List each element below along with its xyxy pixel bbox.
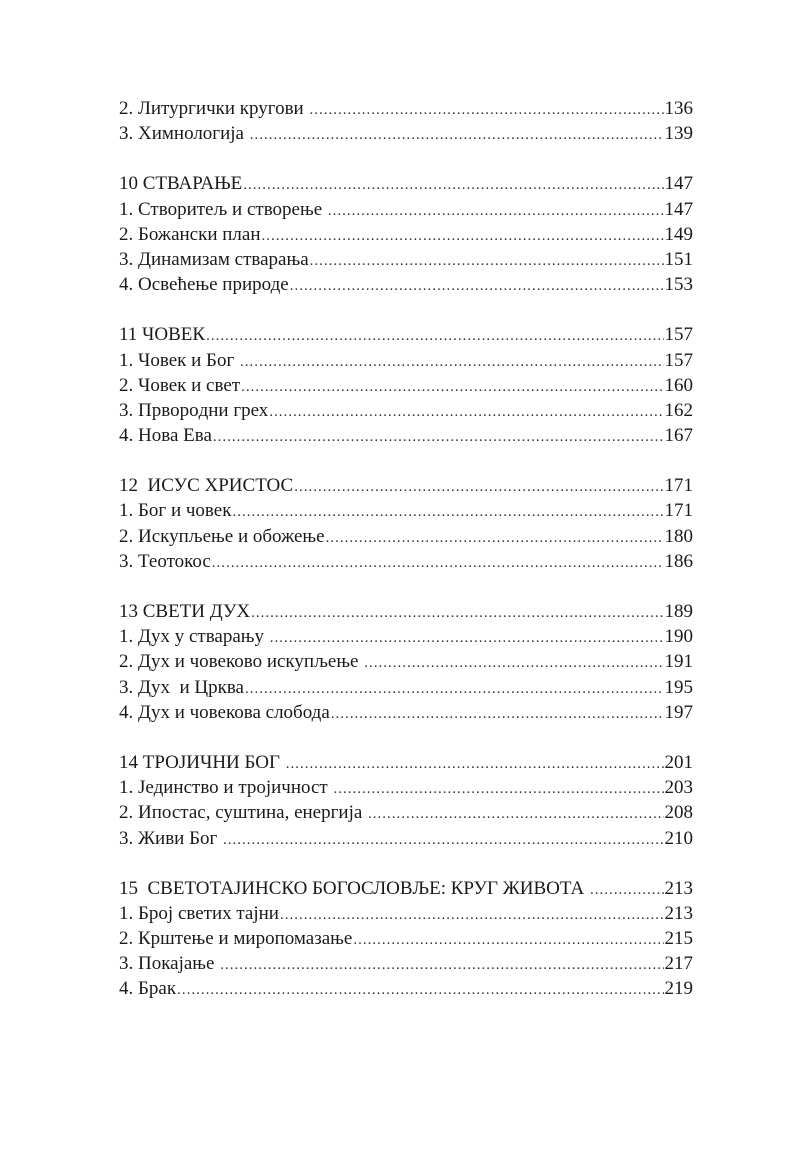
dot-leader: [177, 978, 663, 1001]
toc-entry-title: 12 ИСУС ХРИСТОС: [119, 475, 294, 497]
toc-entry: [119, 624, 693, 649]
toc-entry-page: 195: [664, 676, 693, 698]
toc-entry: [119, 96, 693, 121]
toc-entry-page: 219: [664, 978, 693, 1000]
toc-entry: [119, 348, 693, 373]
toc-entry-title: 3. Живи Бог: [119, 827, 223, 849]
toc-entry-page: 201: [664, 751, 693, 773]
toc-entry-page: 190: [664, 626, 693, 648]
dot-leader: [309, 98, 663, 121]
toc-chapter-10: [119, 171, 693, 297]
toc-entry-page: 139: [664, 123, 693, 145]
dot-leader: [213, 425, 664, 448]
dot-leader: [250, 123, 664, 146]
dot-leader: [590, 878, 664, 901]
toc-entry: [119, 826, 693, 851]
toc-entry-title: 2. Ипостас, суштина, енергија: [119, 802, 368, 824]
dot-leader: [223, 828, 663, 851]
toc-entry: [119, 272, 693, 297]
toc-entry-page: 213: [664, 902, 693, 924]
toc-entry-title: 3. Прворoдни грех: [119, 399, 269, 421]
toc-entry-page: 151: [664, 248, 693, 270]
toc-entry: [119, 524, 693, 549]
dot-leader: [368, 802, 663, 825]
toc-chapter-15: [119, 876, 693, 1002]
dot-leader: [353, 928, 663, 951]
toc-entry: [119, 926, 693, 951]
toc-chapter-13: [119, 599, 693, 725]
toc-entry-title: 11 ЧОВЕК: [119, 324, 206, 346]
dot-leader: [232, 500, 663, 523]
toc-group: [119, 96, 693, 146]
toc-chapter-heading: [119, 473, 693, 498]
dot-leader: [241, 375, 663, 398]
dot-leader: [243, 173, 663, 196]
toc-entry: [119, 700, 693, 725]
toc-entry-title: 3. Покајање: [119, 953, 220, 975]
toc-entry-page: 160: [664, 374, 693, 396]
toc-entry-title: 4. Дух и човекова слобода: [119, 701, 330, 723]
toc-entry: [119, 398, 693, 423]
toc-chapter-heading: [119, 322, 693, 347]
toc-entry-page: 180: [664, 525, 693, 547]
dot-leader: [334, 777, 664, 800]
toc-entry-title: 2. Искупљење и обожење: [119, 525, 325, 547]
toc-entry-title: 1. Дух у стварању: [119, 626, 269, 648]
toc-entry-page: 208: [664, 802, 693, 824]
toc-entry-page: 171: [664, 475, 693, 497]
toc-entry: [119, 675, 693, 700]
toc-entry-title: 14 ТРОЈИЧНИ БОГ: [119, 751, 285, 773]
toc-entry-page: 191: [664, 651, 693, 673]
dot-leader: [251, 601, 663, 624]
toc-entry-page: 189: [664, 601, 693, 622]
dot-leader: [270, 626, 664, 649]
dot-leader: [245, 677, 664, 700]
toc-entry-page: 149: [664, 223, 693, 245]
toc-chapter-11: [119, 322, 693, 448]
toc-entry-page: 186: [664, 550, 693, 572]
dot-leader: [240, 350, 664, 373]
toc-entry: [119, 775, 693, 800]
toc-entry-page: 210: [664, 827, 693, 849]
toc-entry-page: 215: [664, 928, 693, 950]
toc-entry-title: 2. Крштење и миропомазање: [119, 928, 353, 950]
toc-entry-title: 1. Јединство и тројичност: [119, 777, 333, 799]
toc-entry-page: 157: [664, 324, 693, 346]
dot-leader: [294, 475, 663, 498]
toc-entry-title: 4. Брак: [119, 978, 177, 1000]
toc-entry-title: 3. Динамизам стварања: [119, 248, 309, 270]
toc-entry-page: 147: [664, 198, 693, 220]
toc-entry: [119, 197, 693, 222]
toc-entry-page: 147: [664, 173, 693, 195]
dot-leader: [364, 651, 663, 674]
toc-entry-page: 171: [664, 500, 693, 522]
toc-entry: [119, 976, 693, 1001]
toc-entry-title: 1. Створитељ и створење: [119, 198, 327, 220]
toc-chapter-heading: [119, 876, 693, 901]
toc-entry-page: 217: [664, 953, 693, 975]
toc-entry-title: 1. Бог и човек: [119, 500, 232, 522]
toc-entry-page: 136: [664, 98, 693, 119]
toc-entry-title: 2. Човек и свет: [119, 374, 241, 396]
toc-entry-page: 197: [664, 701, 693, 723]
toc-entry-title: 1. Човек и Бог: [119, 349, 239, 371]
toc-entry-title: 4. Нова Ева: [119, 425, 212, 447]
toc-entry-title: 2. Литургички кругови: [119, 98, 309, 119]
toc-entry-title: 1. Број светих тајни: [119, 902, 279, 924]
dot-leader: [280, 903, 664, 926]
table-of-contents: [119, 96, 693, 1027]
toc-entry-title: 13 СВЕТИ ДУХ: [119, 601, 251, 622]
toc-entry-title: 2. Дух и човеково искупљење: [119, 651, 364, 673]
toc-chapter-heading: [119, 599, 693, 624]
dot-leader: [220, 953, 663, 976]
toc-entry-title: 10 СТВАРАЊЕ: [119, 173, 243, 195]
toc-entry-page: 167: [664, 425, 693, 447]
toc-entry: [119, 649, 693, 674]
dot-leader: [262, 224, 664, 247]
dot-leader: [326, 526, 664, 549]
dot-leader: [286, 752, 664, 775]
toc-entry: [119, 800, 693, 825]
toc-entry: [119, 901, 693, 926]
dot-leader: [328, 199, 664, 222]
dot-leader: [206, 324, 663, 347]
toc-entry-title: 3. Теотокос: [119, 550, 211, 572]
dot-leader: [212, 551, 664, 574]
toc-chapter-12: [119, 473, 693, 574]
toc-entry-page: 213: [664, 877, 693, 899]
toc-entry: [119, 549, 693, 574]
toc-entry: [119, 222, 693, 247]
dot-leader: [331, 702, 664, 725]
dot-leader: [290, 274, 664, 297]
toc-chapter-14: [119, 750, 693, 851]
toc-chapter-heading: [119, 750, 693, 775]
toc-entry: [119, 951, 693, 976]
toc-entry-page: 153: [664, 274, 693, 296]
toc-entry: [119, 423, 693, 448]
toc-entry-title: 15 СВЕТОТАЈИНСКО БОГОСЛОВЉЕ: КРУГ ЖИВОТА: [119, 877, 589, 899]
toc-chapter-heading: [119, 171, 693, 196]
toc-entry-page: 162: [664, 399, 693, 421]
toc-entry-title: 4. Освећење природе: [119, 274, 289, 296]
toc-entry: [119, 373, 693, 398]
toc-entry-title: 2. Божански план: [119, 223, 261, 245]
toc-entry-page: 157: [664, 349, 693, 371]
dot-leader: [310, 249, 664, 272]
toc-entry-title: 3. Дух и Црква: [119, 676, 244, 698]
toc-entry: [119, 121, 693, 146]
toc-entry-page: 203: [664, 777, 693, 799]
toc-entry: [119, 498, 693, 523]
dot-leader: [269, 400, 663, 423]
toc-entry: [119, 247, 693, 272]
toc-entry-title: 3. Химнологија: [119, 123, 249, 145]
